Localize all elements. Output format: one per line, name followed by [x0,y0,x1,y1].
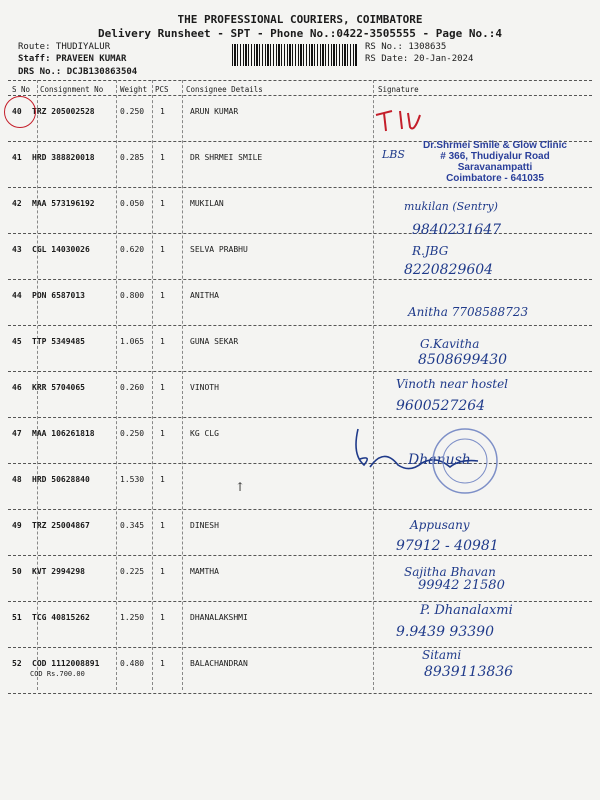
row-sno: 41 [12,153,22,162]
row-weight: 0.250 [120,429,145,438]
row-pcs: 1 [160,107,165,116]
handwriting: Anitha 7708588723 [408,305,529,319]
row-consignee: DHANALAKSHMI [190,613,248,622]
row-pcs: 1 [160,291,165,300]
row-pcs: 1 [160,521,165,530]
row-consignee: KG CLG [190,429,219,438]
handwriting: 9840231647 [412,222,502,238]
handwriting: 8220829604 [404,262,494,278]
row-pcs: 1 [160,337,165,346]
row-consignee: DINESH [190,521,219,530]
stamp-line: Coimbatore - 641035 [446,173,544,184]
row-consignment: KRR 5704065 [32,383,85,392]
row-sno: 46 [12,383,22,392]
stamp-line: Dr.Shrmei Smile & Glow Clinic [423,140,567,151]
col-signature: Signature [378,85,419,94]
row-consignee: ARUN KUMAR [190,107,239,116]
handwriting: Appusany [410,518,470,532]
row-weight: 0.050 [120,199,145,208]
staff-label: Staff: PRAVEEN KUMAR [18,54,127,64]
row-sno: 42 [12,199,22,208]
table-row [8,419,592,463]
handwriting: 8508699430 [418,352,508,368]
row-sno: 50 [12,567,22,576]
row-divider [8,601,592,602]
row-consignee: BALACHANDRAN [190,659,248,668]
row-pcs: 1 [160,429,165,438]
row-consignment: MAA 106261818 [32,429,95,438]
row-divider [8,417,592,418]
handwriting: mukilan (Sentry) [404,200,498,213]
row-consignment: TRZ 205002528 [32,107,95,116]
route-label: Route: THUDIYALUR [18,42,111,52]
row-weight: 1.530 [120,475,145,484]
drs-number: DRS No.: DCJB130863504 [18,67,138,77]
handwriting: Sitami [422,648,462,662]
row-sno: 49 [12,521,22,530]
row-weight: 1.250 [120,613,145,622]
runsheet-title: Delivery Runsheet - SPT - Phone No.:0422-3505555 - Page No.:4 [98,27,502,40]
table-row [8,189,592,233]
handwriting: G.Kavitha [420,337,480,351]
row-consignment: KVT 2994298 [32,567,85,576]
company-title: THE PROFESSIONAL COURIERS, COIMBATORE [177,13,423,26]
row-divider [8,371,592,372]
col-weight: Weight [120,85,148,94]
handwriting: R.JBG [412,244,449,258]
row-divider [8,647,592,648]
row-weight: 0.480 [120,659,145,668]
row-sno: 51 [12,613,22,622]
row-divider [8,463,592,464]
row-divider [8,555,592,556]
row-consignment: TRZ 25004867 [32,521,90,530]
row-consignee: SELVA PRABHU [190,245,248,254]
row-sno: 44 [12,291,22,300]
divider [8,95,592,96]
stamp-line: # 366, Thudiyalur Road [440,151,550,162]
row-pcs: 1 [160,199,165,208]
handwriting: 9600527264 [396,398,486,414]
cod-note: COD Rs.700.00 [30,670,85,678]
row-sno: 48 [12,475,22,484]
tick-mark: ↑ [235,480,246,494]
handwriting: LBS [382,148,405,161]
handwriting: 99942 21580 [418,578,505,593]
row-pcs: 1 [160,245,165,254]
barcode [232,44,358,66]
table-row [8,97,592,141]
col-pcs: PCS [155,85,169,94]
row-weight: 0.285 [120,153,145,162]
row-divider [8,693,592,694]
handwriting: 8939113836 [424,664,514,680]
row-divider [8,325,592,326]
row-sno: 47 [12,429,22,438]
round-stamp [430,426,500,496]
rs-date: RS Date: 20-Jan-2024 [365,54,474,64]
row-consignee: DR SHRMEI SMILE [190,153,263,162]
table-row [8,511,592,555]
row-weight: 0.225 [120,567,145,576]
divider [8,80,592,81]
stamp-line: Saravanampatti [457,162,533,173]
table-row [8,465,592,509]
handwriting: P. Dhanalaxmi [420,603,513,618]
row-pcs: 1 [160,153,165,162]
row-divider [8,233,592,234]
row-sno: 40 [12,107,22,116]
row-consignment: MAA 573196192 [32,199,95,208]
row-divider [8,187,592,188]
handwriting: Vinoth near hostel [396,377,509,391]
col-sno: S No [12,85,31,94]
row-sno: 43 [12,245,22,254]
row-weight: 0.345 [120,521,145,530]
row-consignee: VINOTH [190,383,219,392]
row-consignment: PON 6587013 [32,291,85,300]
row-consignment: HRD 388820018 [32,153,95,162]
row-sno: 52 [12,659,22,668]
row-consignee: MUKILAN [190,199,224,208]
row-sno: 45 [12,337,22,346]
row-pcs: 1 [160,567,165,576]
handwriting: Sajitha Bhavan [404,565,496,579]
rs-number: RS No.: 1308635 [365,42,447,52]
handwriting: 97912 - 40981 [396,538,499,554]
row-weight: 0.620 [120,245,145,254]
row-weight: 0.250 [120,107,145,116]
row-consignee: MAMTHA [190,567,219,576]
row-weight: 0.260 [120,383,145,392]
clinic-stamp [400,140,590,184]
red-circle-mark [4,96,36,128]
col-consignment: Consignment No [40,85,104,94]
row-consignment: CGL 14030026 [32,245,90,254]
handwriting: 9.9439 93390 [396,624,494,640]
signature-mark [370,105,430,135]
handwriting: Dhanush [408,452,471,468]
row-pcs: 1 [160,383,165,392]
row-consignment: HRD 50628840 [32,475,90,484]
table-row [8,235,592,279]
row-weight: 0.800 [120,291,145,300]
row-consignment: TCG 40815262 [32,613,90,622]
col-consignee: Consignee Details [186,85,263,94]
row-pcs: 1 [160,613,165,622]
row-consignment: COD 1112008891 [32,659,100,668]
row-divider [8,509,592,510]
row-consignee: ANITHA [190,291,219,300]
row-pcs: 1 [160,475,165,484]
row-consignment: TTP 5349485 [32,337,85,346]
row-consignee: GUNA SEKAR [190,337,239,346]
row-pcs: 1 [160,659,165,668]
row-weight: 1.065 [120,337,145,346]
row-divider [8,279,592,280]
